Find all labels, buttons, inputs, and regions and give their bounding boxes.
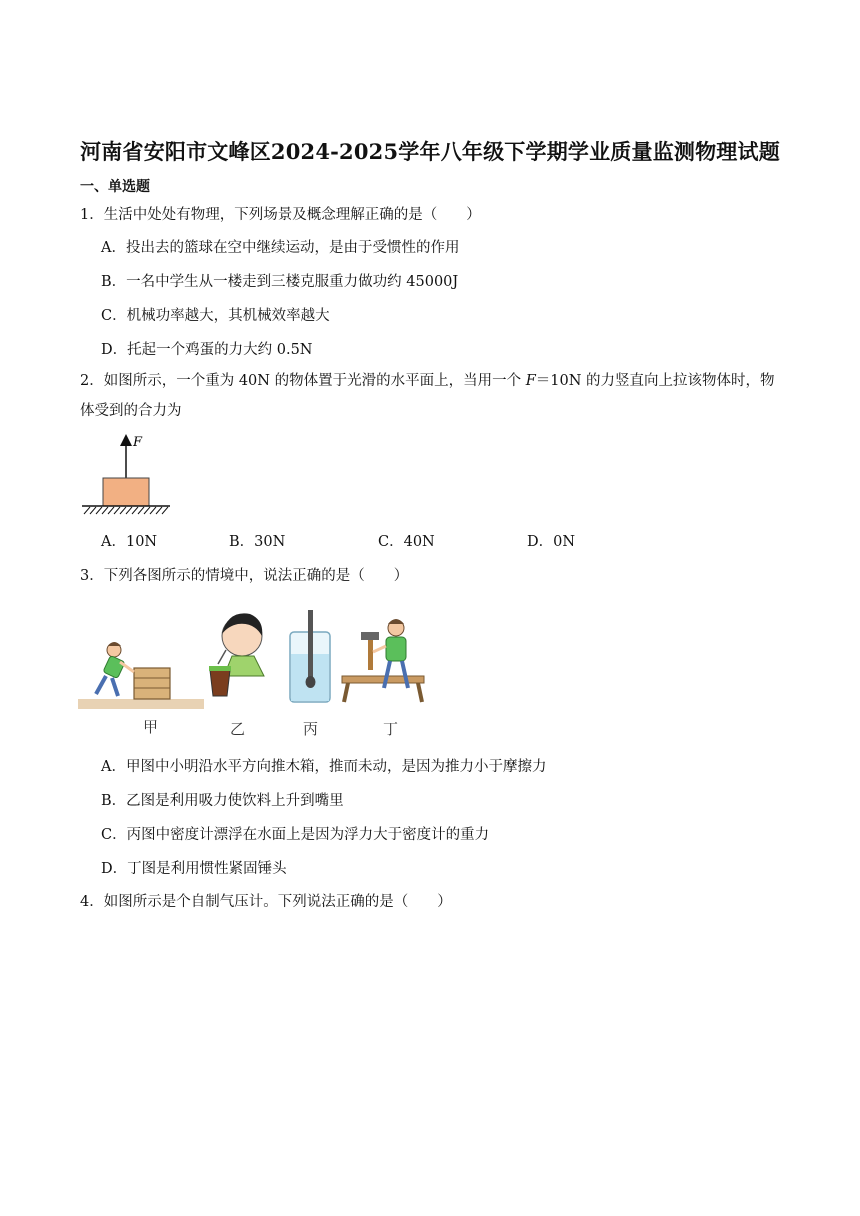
q1-option-b: B．一名中学生从一楼走到三楼克服重力做功约 45000J: [101, 274, 459, 290]
q3-option-a: A．甲图中小明沿水平方向推木箱，推而未动，是因为推力小于摩擦力: [101, 759, 547, 775]
q3-stem: 3．下列各图所示的情境中，说法正确的是（ ）: [80, 568, 409, 584]
boy-shirt: [103, 655, 125, 678]
q1-option-c: C．机械功率越大，其机械效率越大: [101, 308, 330, 324]
hydrometer: [308, 610, 313, 680]
man-shirt: [386, 637, 406, 661]
block: [103, 478, 149, 506]
bench: [342, 676, 424, 683]
caption-jia: 甲: [143, 718, 159, 736]
q1-option-d: D．托起一个鸡蛋的力大约 0.5N: [101, 342, 313, 358]
hammer-handle: [368, 638, 373, 670]
page-title: 河南省安阳市文峰区2024-2025学年八年级下学期学业质量监测物理试题: [80, 139, 780, 164]
q1-stem: 1．生活中处处有物理，下列场景及概念理解正确的是（ ）: [80, 207, 481, 223]
floor: [78, 699, 204, 709]
q3-scenes-figure: [78, 606, 438, 712]
q4-stem: 4．如图所示是个自制气压计。下列说法正确的是（ ）: [80, 894, 452, 910]
force-label: F: [133, 435, 143, 450]
straw: [218, 650, 226, 664]
scene-yi: [209, 613, 264, 696]
drink-cup: [210, 670, 230, 696]
q2-option-b: B．30N: [229, 534, 286, 550]
q3-option-d: D．丁图是利用惯性紧固锤头: [101, 861, 287, 877]
caption-ding: 丁: [383, 720, 399, 738]
caption-bing: 丙: [303, 720, 319, 738]
q2-force-symbol: F: [525, 373, 536, 389]
q3-option-c: C．丙图中密度计漂浮在水面上是因为浮力大于密度计的重力: [101, 827, 490, 843]
wooden-crate: [134, 668, 170, 699]
scene-bing: [290, 610, 330, 702]
q2-option-c: C．40N: [378, 534, 435, 550]
q2-stem-part1: 2．如图所示，一个重为 40N 的物体置于光滑的水平面上，当用一个: [80, 373, 526, 389]
scene-ding: [342, 619, 424, 702]
scene-jia: [78, 642, 204, 709]
q3-option-b: B．乙图是利用吸力使饮料上升到嘴里: [101, 793, 344, 809]
ground-hatching: [84, 507, 168, 514]
q2-stem: [80, 366, 785, 426]
q2-option-a: A．10N: [101, 534, 158, 550]
q1-option-a: A．投出去的篮球在空中继续运动，是由于受惯性的作用: [101, 240, 460, 256]
caption-yi: 乙: [230, 720, 246, 738]
q2-option-d: D．0N: [527, 534, 576, 550]
section-heading: 一、单选题: [80, 179, 150, 195]
q2-block-figure: [78, 432, 178, 516]
hammer-head: [361, 632, 379, 640]
q2-stem-part2: ＝10N 的力竖直向上拉该物体时，物体受到的合力为: [80, 373, 775, 419]
